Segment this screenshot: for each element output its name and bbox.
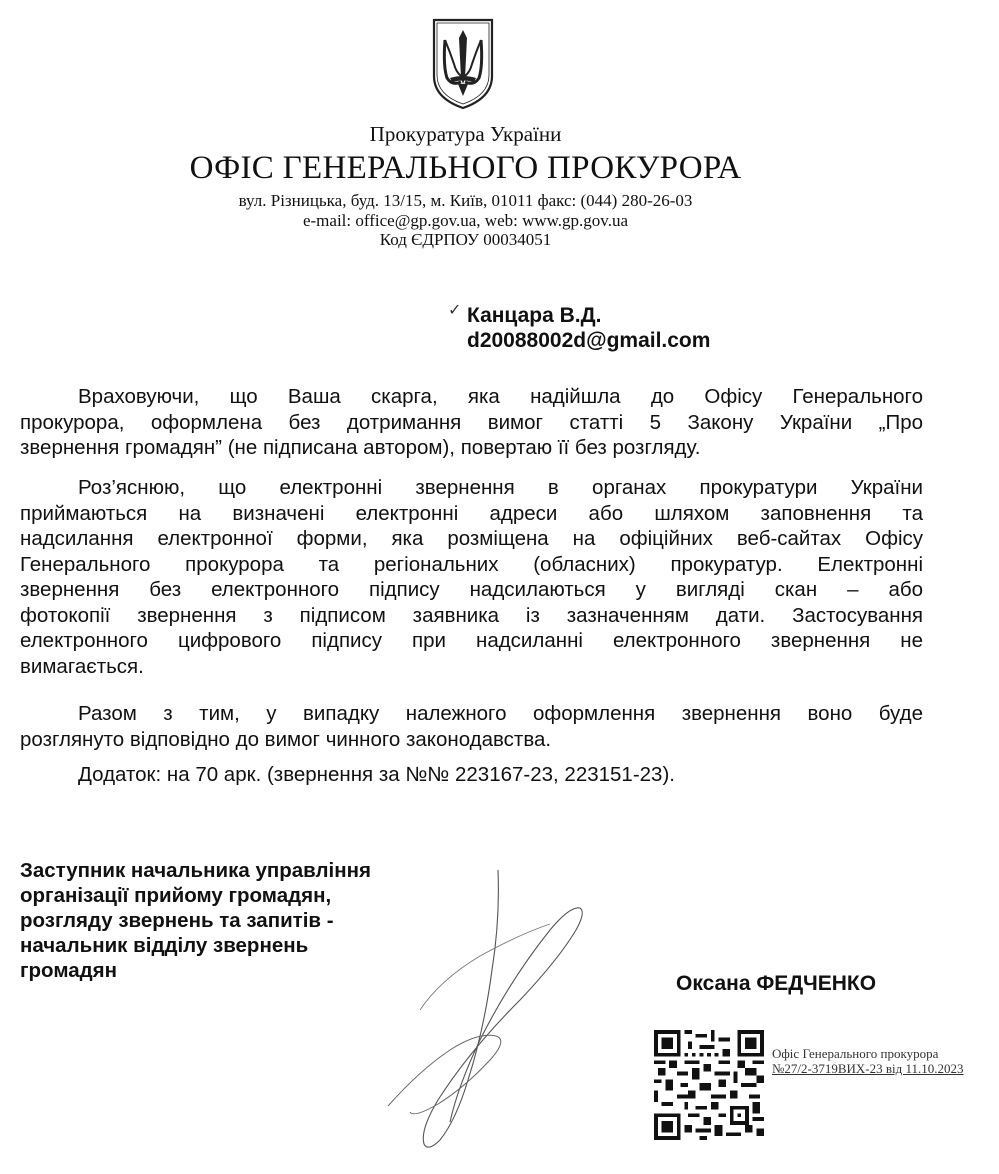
paragraph-line: вимагається. bbox=[20, 654, 144, 678]
registration-number: №27/2-3719ВИХ-23 від 11.10.2023 bbox=[772, 1061, 964, 1076]
paragraph-line: розглянуто відповідно до вимог чинного законодавства. bbox=[20, 727, 552, 751]
paragraph-explanation bbox=[20, 475, 923, 679]
paragraph-line: надсилання електронної форми, яка розміщена на офіційних веб-сайтах Офісу bbox=[20, 527, 923, 550]
paragraph-returned-complaint bbox=[20, 384, 923, 461]
paragraph-line: Роз’яснюю, що електронні звернення в органах прокуратури України bbox=[78, 476, 923, 499]
office-code: Код ЄДРПОУ 00034051 bbox=[379, 230, 552, 249]
checkmark-icon: ✓ bbox=[448, 300, 462, 319]
paragraph-line: приймаються на визначені електронні адреси або шляхом заповнення та bbox=[20, 501, 923, 525]
signer-title-line: розгляду звернень та запитів - bbox=[20, 909, 334, 932]
registration-stamp bbox=[772, 1046, 964, 1076]
office-name: ОФІС ГЕНЕРАЛЬНОГО ПРОКУРОРА bbox=[189, 150, 742, 186]
paragraph-line: електронного цифрового підпису при надсиланні електронного звернення не bbox=[20, 629, 923, 652]
handwritten-signature-icon bbox=[380, 860, 610, 1160]
tryzub-coat-of-arms-icon bbox=[428, 16, 498, 112]
signer-title-line: організації прийому громадян, bbox=[20, 884, 332, 907]
paragraph-line: звернення без електронного підпису надсилаються у вигляді скан – або bbox=[20, 578, 923, 601]
attachment-note bbox=[20, 762, 923, 788]
signer-title-line: громадян bbox=[20, 959, 117, 982]
office-contacts: e-mail: office@gp.gov.ua, web: www.gp.gov.ua bbox=[302, 211, 629, 230]
signer-title-line: начальник відділу звернень bbox=[20, 934, 309, 957]
paragraph-proper-form bbox=[20, 701, 923, 752]
paragraph-line: Генерального прокурора та регіональних (обласних) прокуратур. Електронні bbox=[20, 552, 923, 576]
recipient-block bbox=[467, 303, 710, 353]
qr-code-icon bbox=[654, 1030, 764, 1140]
paragraph-line: прокурора, оформлена без дотримання вимог статті 5 Закону України „Про bbox=[20, 410, 923, 434]
paragraph-line: звернення громадян” (не підписана автором), повертаю її без розгляду. bbox=[20, 436, 701, 459]
signer-name: Оксана ФЕДЧЕНКО bbox=[676, 972, 877, 995]
office-address: вул. Різницька, буд. 13/15, м. Київ, 01011 факс: (044) 280-26-03 bbox=[238, 191, 693, 210]
recipient-email: d20088002d@gmail.com bbox=[467, 329, 711, 352]
signer-title-line: Заступник начальника управління bbox=[20, 859, 371, 882]
paragraph-line: фотокопії звернення з підписом заявника із зазначенням дати. Застосування bbox=[20, 603, 923, 627]
registration-office: Офіс Генерального прокурора bbox=[772, 1046, 939, 1061]
recipient-name: Канцара В.Д. bbox=[467, 304, 602, 327]
attachment-line: Додаток: на 70 арк. (звернення за №№ 223167-23, 223151-23). bbox=[78, 763, 675, 786]
organization-name: Прокуратура України bbox=[369, 122, 562, 146]
paragraph-line: Разом з тим, у випадку належного оформлення звернення воно буде bbox=[78, 702, 923, 725]
paragraph-line: Враховуючи, що Ваша скарга, яка надійшла до Офісу Генерального bbox=[78, 385, 923, 408]
